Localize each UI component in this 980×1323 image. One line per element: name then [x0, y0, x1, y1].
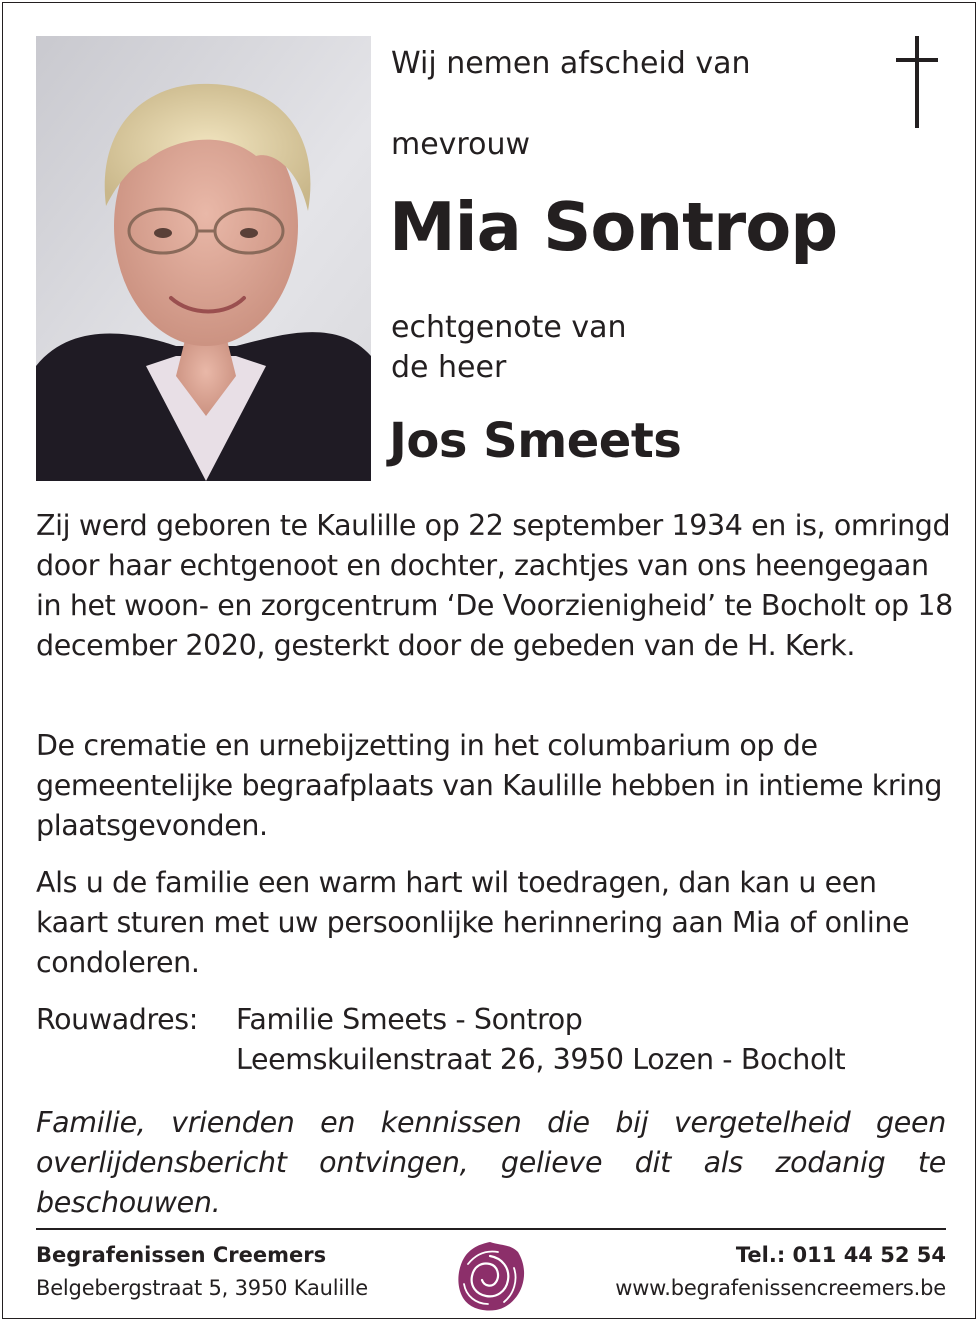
spouse-name: Jos Smeets [389, 413, 682, 469]
notice-text: Familie, vrienden en kennissen die bij vergetelheid geen overlijdensbericht ontvingen, gelieve dit als zodanig te beschouwen. [36, 1106, 946, 1219]
paragraph-birth-death: Zij werd geboren te Kaulille op 22 september 1934 en is, omringd door haar echtgenoot en dochter, zachtjes van ons heengegaan in het woon- en zorgcentrum ‘De Voorzienigheid’ te Bocholt op 18 december 2020, gesterkt door de gebeden van de H. Kerk. [36, 509, 953, 662]
spouse-intro-line2: de heer [391, 350, 507, 385]
paragraph-condolence: Als u de familie een warm hart wil toedragen, dan kan u een kaart sturen met uw persoonlijke herinnering aan Mia of online condoleren. [36, 866, 910, 979]
address-line2: Leemskuilenstraat 26, 3950 Lozen - Bocholt [236, 1043, 846, 1076]
intro-text: Wij nemen afscheid van [391, 46, 751, 81]
company-phone: Tel.: 011 44 52 54 [735, 1243, 946, 1267]
company-name: Begrafenissen Creemers [36, 1243, 327, 1267]
title-mevrouw: mevrouw [391, 127, 531, 162]
company-address: Belgebergstraat 5, 3950 Kaulille [36, 1276, 368, 1300]
rose-logo [452, 1238, 528, 1314]
spouse-intro-line1: echtgenote van [391, 310, 627, 345]
address-line1: Familie Smeets - Sontrop [236, 1003, 583, 1036]
paragraph-cremation: De crematie en urnebijzetting in het columbarium op de gemeentelijke begraafplaats van Kaulille hebben in intieme kring plaatsgevonden. [36, 729, 943, 842]
address-label: Rouwadres: [36, 1003, 198, 1036]
portrait-photo [36, 36, 371, 481]
spouse-intro [391, 308, 627, 388]
footer-divider [36, 1228, 946, 1230]
deceased-name: Mia Sontrop [389, 188, 838, 266]
company-website[interactable]: www.begrafenissencreemers.be [615, 1276, 946, 1300]
cross-icon [893, 36, 941, 128]
